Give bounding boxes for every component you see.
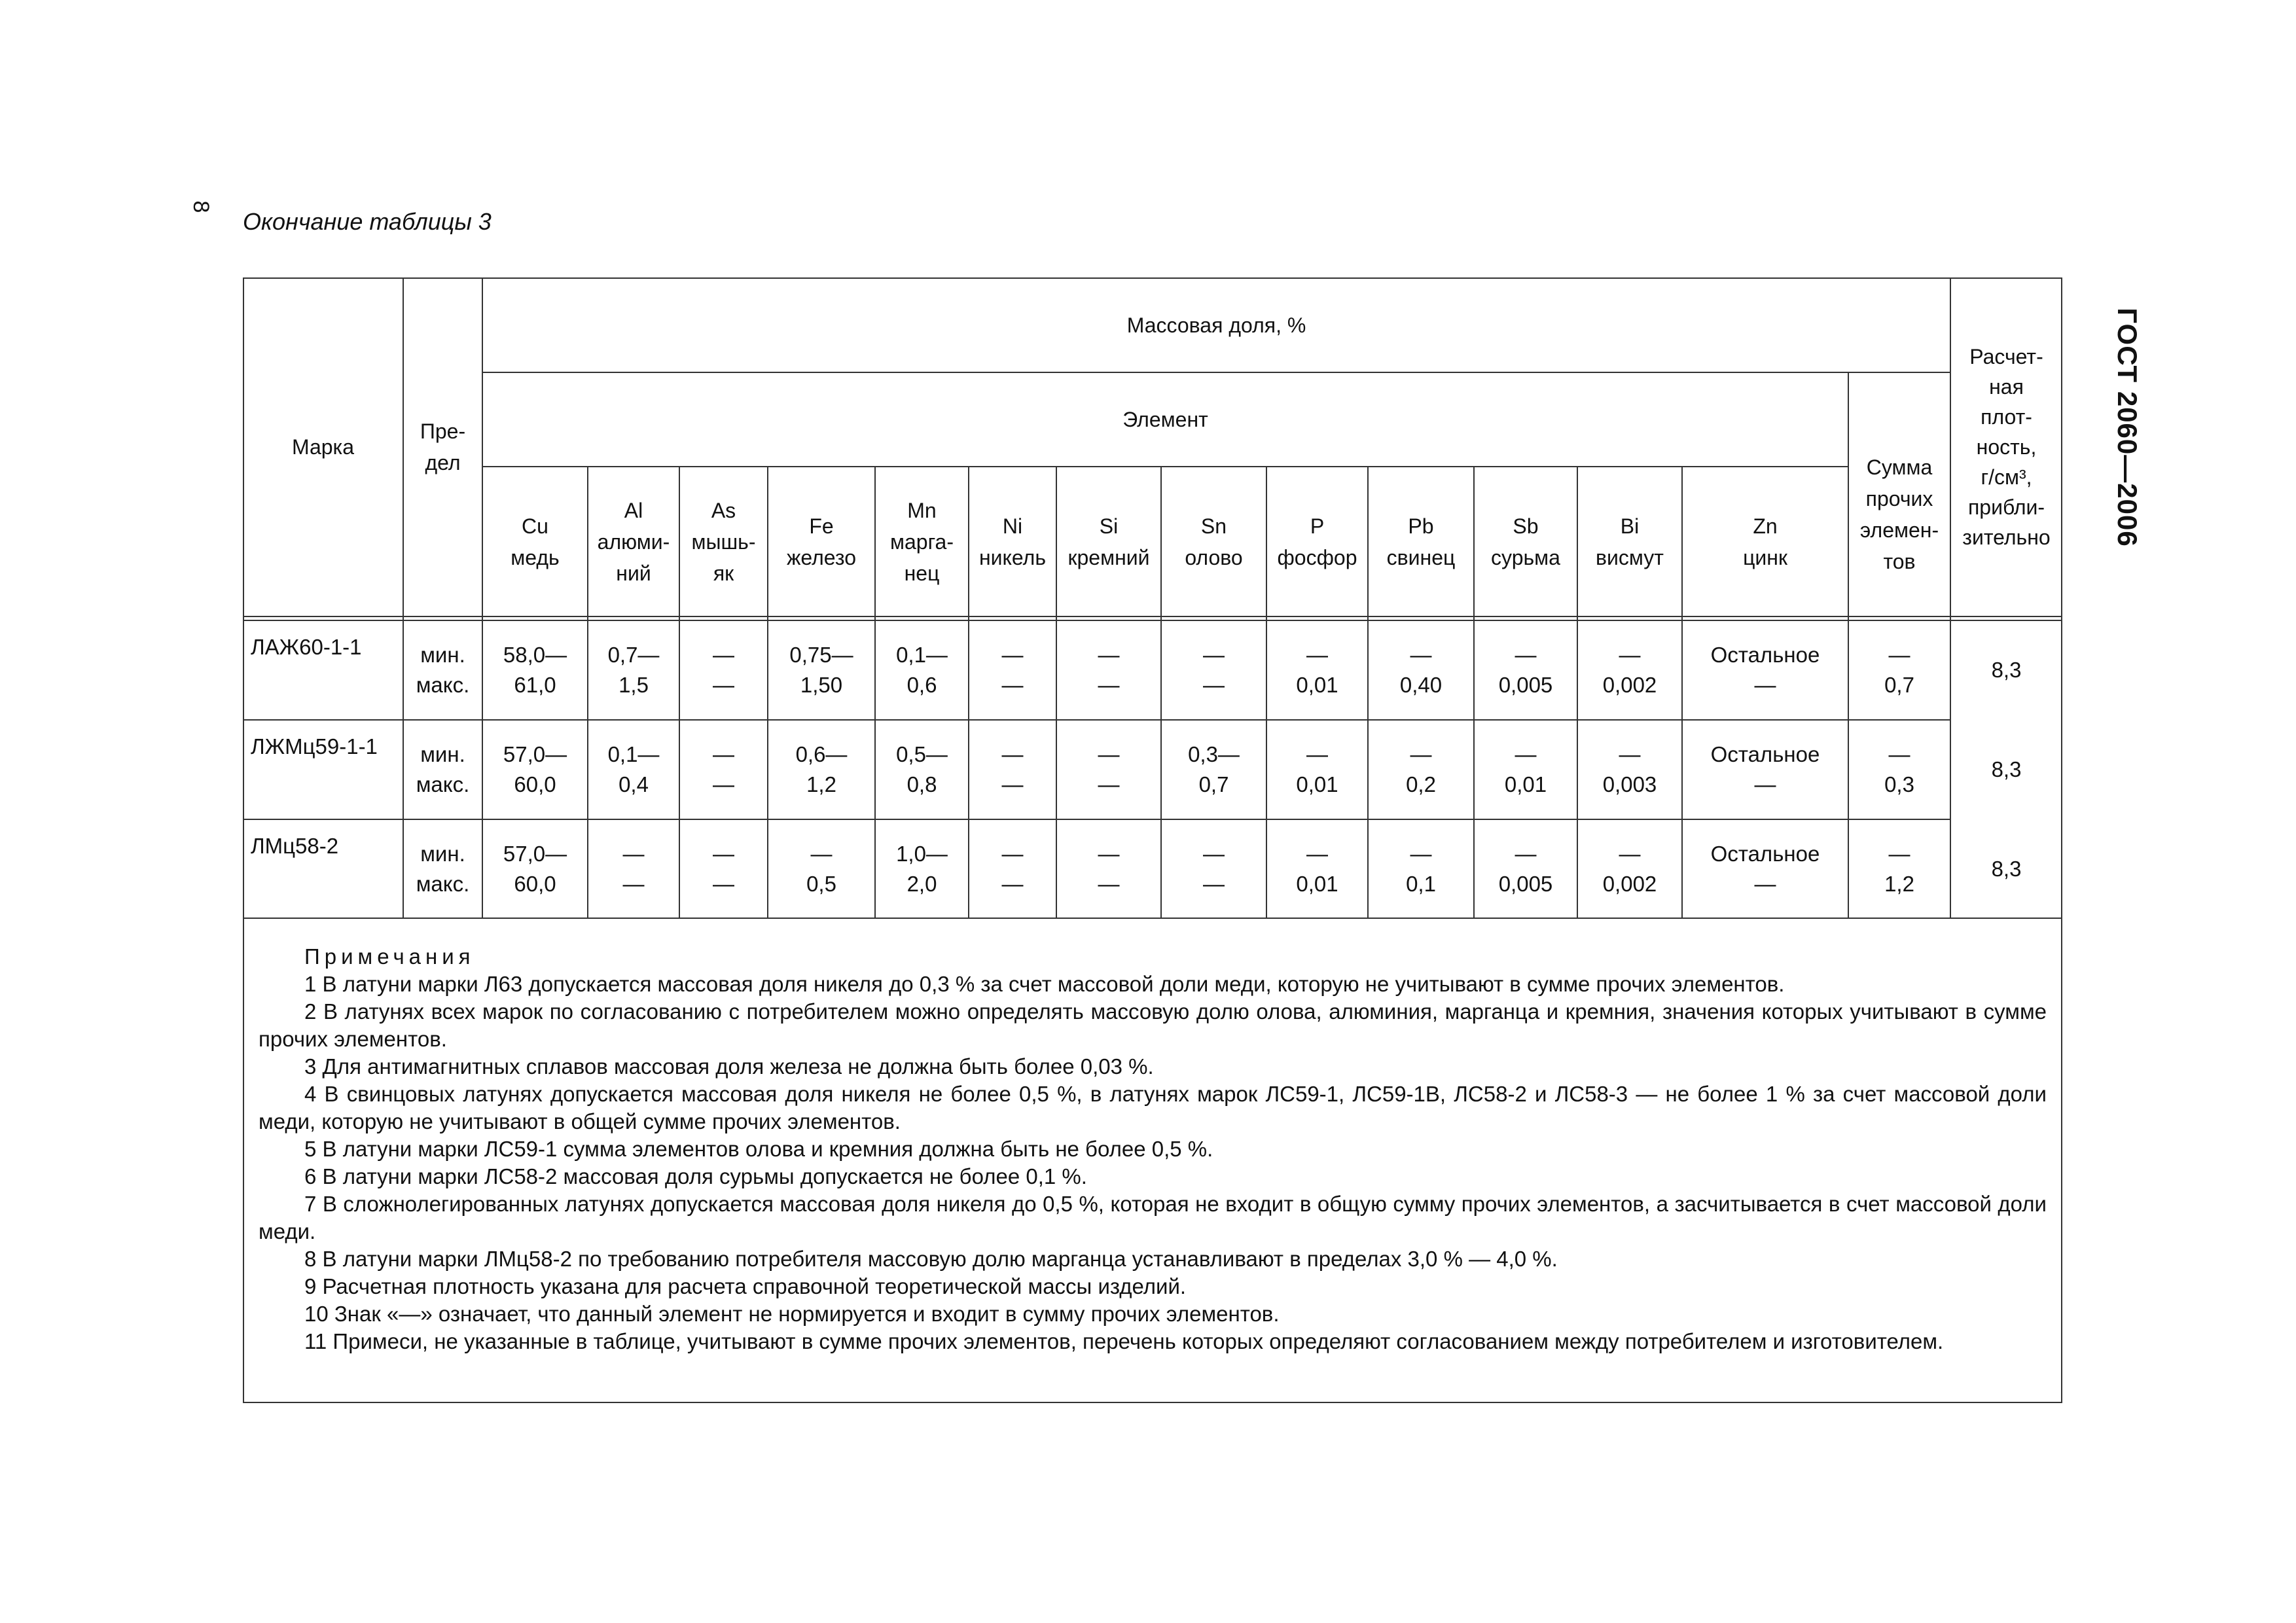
note-item: 8 В латуни марки ЛМц58-2 по требованию потребителя массовую долю марганца устанавливают в пределах 3,0 % — 4,0 %. (304, 1247, 1558, 1271)
row-value-sb: — 0,005 (1498, 643, 1553, 697)
header-element-pb: Pb свинец (1386, 514, 1456, 569)
row-limits: мин. макс. (416, 742, 470, 796)
standard-designation: ГОСТ 2060—2006 (2112, 308, 2143, 547)
header-element-si: Si кремний (1067, 514, 1150, 569)
row-value-cu: 58,0— 61,0 (503, 643, 567, 697)
row-density: 8,3 (1991, 658, 2022, 682)
note-item: 1 В латуни марки Л63 допускается массовая доля никеля до 0,3 % за счет массовой доли меди, которую не учитывают в сумме прочих элементов. (304, 972, 1785, 996)
row-value-mn: 1,0— 2,0 (896, 841, 948, 896)
row-value-pb: — 0,2 (1406, 742, 1436, 796)
row-value-ni: — — (1001, 742, 1024, 796)
row-value-p: — 0,01 (1296, 742, 1338, 796)
row-value-al: — — (622, 841, 645, 896)
note-item: 10 Знак «—» означает, что данный элемент не нормируется и входит в сумму прочих элементов. (304, 1302, 1280, 1326)
row-other-sum: — 0,7 (1884, 643, 1914, 697)
header-limit: Пре- дел (420, 419, 466, 474)
row-value-sb: — 0,01 (1504, 742, 1547, 796)
row-value-pb: — 0,1 (1406, 841, 1436, 896)
row-value-sn: — — (1203, 841, 1225, 896)
row-value-al: 0,7— 1,5 (607, 643, 660, 697)
page-number: 8 (188, 200, 213, 213)
header-element-sn: Sn олово (1185, 514, 1243, 569)
note-item: 4 В свинцовых латунях допускается массовая доля никеля не более 0,5 %, в латунях марок ЛС59-1, ЛС59-1В, ЛС58-2 и ЛС58-3 — не более 1 % за счет массовой доли меди, которую не учитывают в общей сумме прочих элементов. (259, 1082, 2047, 1133)
row-value-bi: — 0,002 (1602, 643, 1657, 697)
notes-heading: Примечания (304, 944, 475, 969)
row-value-fe: 0,75— 1,50 (789, 643, 853, 697)
table-caption: Окончание таблицы 3 (243, 208, 492, 235)
row-density: 8,3 (1991, 856, 2022, 881)
header-element-al: Al алюми- ний (597, 498, 670, 585)
row-value-as: — — (713, 841, 734, 896)
row-other-sum: — 0,3 (1884, 742, 1914, 796)
row-value-fe: 0,6— 1,2 (795, 742, 848, 796)
note-item: 5 В латуни марки ЛС59-1 сумма элементов олова и кремния должна быть не более 0,5 %. (304, 1137, 1213, 1161)
row-value-p: — 0,01 (1296, 841, 1338, 896)
row-grade: ЛАЖ60-1-1 (251, 635, 362, 659)
header-grade: Марка (291, 435, 355, 459)
row-value-al: 0,1— 0,4 (607, 742, 660, 796)
note-item: 2 В латунях всех марок по согласованию с потребителем можно определять массовую долю олова, алюминия, марганца и кремния, значения которых учитывают в сумме прочих элементов. (259, 999, 2047, 1051)
note-item: 3 Для антимагнитных сплавов массовая доля железа не должна быть более 0,03 %. (304, 1054, 1154, 1079)
row-value-cu: 57,0— 60,0 (503, 742, 567, 796)
row-grade: ЛМц58-2 (251, 834, 339, 858)
row-value-zn: Остальное — (1710, 841, 1820, 896)
header-element-mn: Mn марга- нец (889, 498, 954, 585)
row-value-sb: — 0,005 (1498, 841, 1553, 896)
row-value-as: — — (713, 742, 734, 796)
header-element-sb: Sb сурьма (1491, 514, 1560, 569)
header-element-cu: Cu медь (511, 514, 560, 569)
row-value-si: — — (1098, 742, 1120, 796)
row-value-si: — — (1098, 643, 1120, 697)
header-other-elements-sum: Сумма прочих элемен- тов (1859, 455, 1939, 573)
row-value-sn: 0,3— 0,7 (1188, 742, 1240, 796)
row-grade: ЛЖМц59-1-1 (251, 734, 378, 758)
row-value-zn: Остальное — (1710, 742, 1820, 796)
notes-section (259, 943, 2047, 1355)
row-limits: мин. макс. (416, 643, 470, 697)
row-value-fe: — 0,5 (806, 841, 836, 896)
row-value-mn: 0,5— 0,8 (896, 742, 948, 796)
header-element-zn: Zn цинк (1743, 514, 1787, 569)
row-value-sn: — — (1203, 643, 1225, 697)
row-value-bi: — 0,003 (1602, 742, 1657, 796)
header-mass-fraction: Массовая доля, % (1126, 313, 1306, 337)
row-value-as: — — (713, 643, 734, 697)
header-element-p: P фосфор (1277, 514, 1357, 569)
header-element-fe: Fe железо (786, 514, 856, 569)
row-other-sum: — 1,2 (1884, 841, 1914, 896)
row-value-pb: — 0,40 (1399, 643, 1443, 697)
row-value-p: — 0,01 (1296, 643, 1338, 697)
note-item: 7 В сложнолегированных латунях допускается массовая доля никеля до 0,5 %, которая не входит в общую сумму прочих элементов, а засчитывается в счет массовой доли меди. (259, 1192, 2047, 1243)
row-value-ni: — — (1001, 841, 1024, 896)
header-element-ni: Ni никель (979, 514, 1046, 569)
row-value-bi: — 0,002 (1602, 841, 1657, 896)
row-value-ni: — — (1001, 643, 1024, 697)
header-density: Расчет- ная плот- ность, г/см³, прибли- зительно (1962, 345, 2051, 549)
note-item: 9 Расчетная плотность указана для расчета справочной теоретической массы изделий. (304, 1274, 1187, 1298)
row-value-mn: 0,1— 0,6 (896, 643, 948, 697)
header-element: Элемент (1122, 408, 1208, 431)
note-item: 11 Примеси, не указанные в таблице, учитывают в сумме прочих элементов, перечень которых определяют согласованием между потребителем и изготовителем. (304, 1329, 1944, 1353)
row-value-zn: Остальное — (1710, 643, 1820, 697)
composition-table (243, 277, 2062, 1403)
note-item: 6 В латуни марки ЛС58-2 массовая доля сурьмы допускается не более 0,1 %. (304, 1164, 1087, 1188)
row-limits: мин. макс. (416, 841, 470, 896)
row-value-si: — — (1098, 841, 1120, 896)
row-density: 8,3 (1991, 757, 2022, 781)
header-element-as: As мышь- як (691, 498, 756, 585)
header-element-bi: Bi висмут (1596, 514, 1664, 569)
row-value-cu: 57,0— 60,0 (503, 841, 567, 896)
